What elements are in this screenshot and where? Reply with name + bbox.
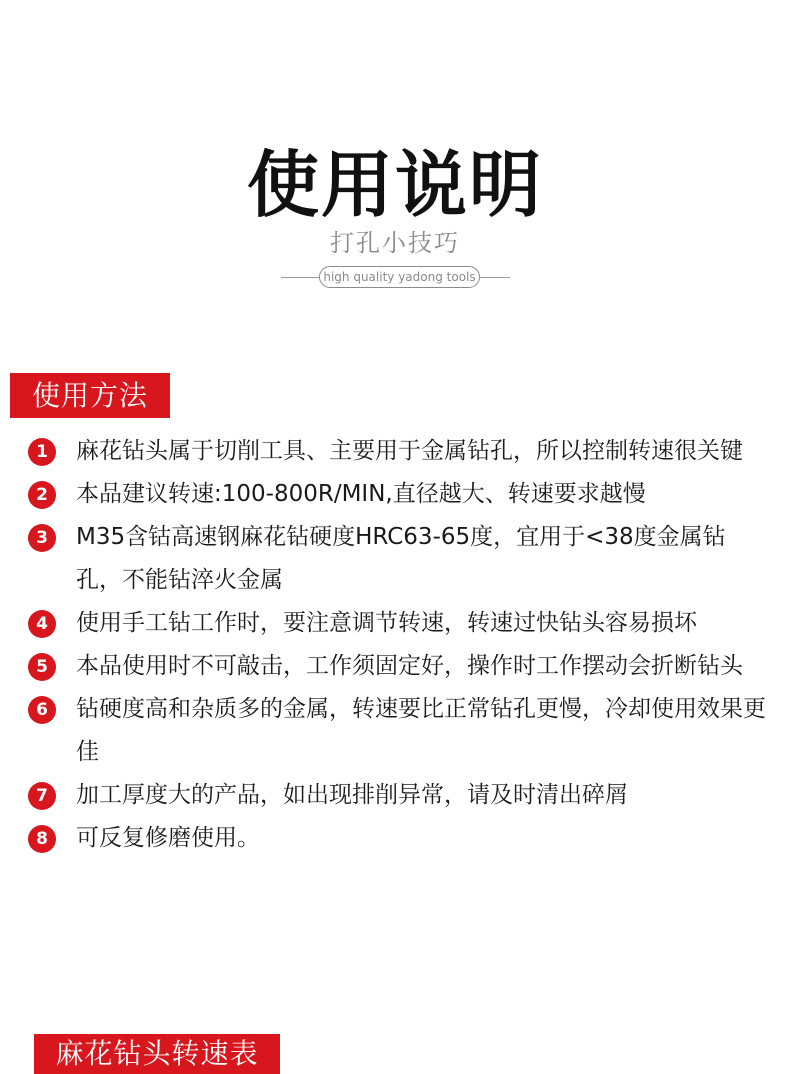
speed-table-section-header: 麻花钻头转速表	[34, 1034, 280, 1074]
page-subtitle: 打孔小技巧	[330, 229, 460, 257]
instruction-text: 使用手工钻工作时，要注意调节转速，转速过快钻头容易损坏	[76, 610, 697, 636]
instruction-list	[0, 430, 790, 860]
tagline-divider-left	[281, 277, 319, 278]
instruction-item	[0, 516, 790, 602]
instruction-text: 加工厚度大的产品，如出现排削异常，请及时清出碎屑	[76, 782, 628, 808]
instruction-item	[0, 645, 790, 688]
instruction-text: 麻花钻头属于切削工具、主要用于金属钻孔，所以控制转速很关键	[76, 438, 743, 464]
number-badge: 6	[28, 696, 56, 724]
instruction-item	[0, 430, 790, 473]
instruction-text: 本品使用时不可敲击，工作须固定好，操作时工作摆动会折断钻头	[76, 653, 743, 679]
number-badge: 1	[28, 438, 56, 466]
number-badge: 7	[28, 782, 56, 810]
usage-section-header: 使用方法	[10, 373, 170, 418]
instruction-item	[0, 774, 790, 817]
page-title: 使用说明	[246, 143, 543, 227]
instruction-item	[0, 473, 790, 516]
instruction-text: 钻硬度高和杂质多的金属，转速要比正常钻孔更慢，冷却使用效果更佳	[76, 696, 766, 765]
tagline-pill: high quality yadong tools	[319, 266, 480, 288]
instruction-text: 可反复修磨使用。	[76, 825, 260, 851]
instruction-item	[0, 602, 790, 645]
number-badge: 5	[28, 653, 56, 681]
number-badge: 2	[28, 481, 56, 509]
number-badge: 3	[28, 524, 56, 552]
tagline	[0, 266, 790, 290]
instruction-text: M35含钴高速钢麻花钻硬度HRC63-65度，宜用于<38度金属钻孔，不能钻淬火金属	[76, 524, 726, 593]
number-badge: 8	[28, 825, 56, 853]
instruction-item	[0, 817, 790, 860]
tagline-divider-right	[480, 277, 510, 278]
number-badge: 4	[28, 610, 56, 638]
instruction-item	[0, 688, 790, 774]
instruction-text: 本品建议转速:100-800R/MIN,直径越大、转速要求越慢	[76, 481, 646, 507]
